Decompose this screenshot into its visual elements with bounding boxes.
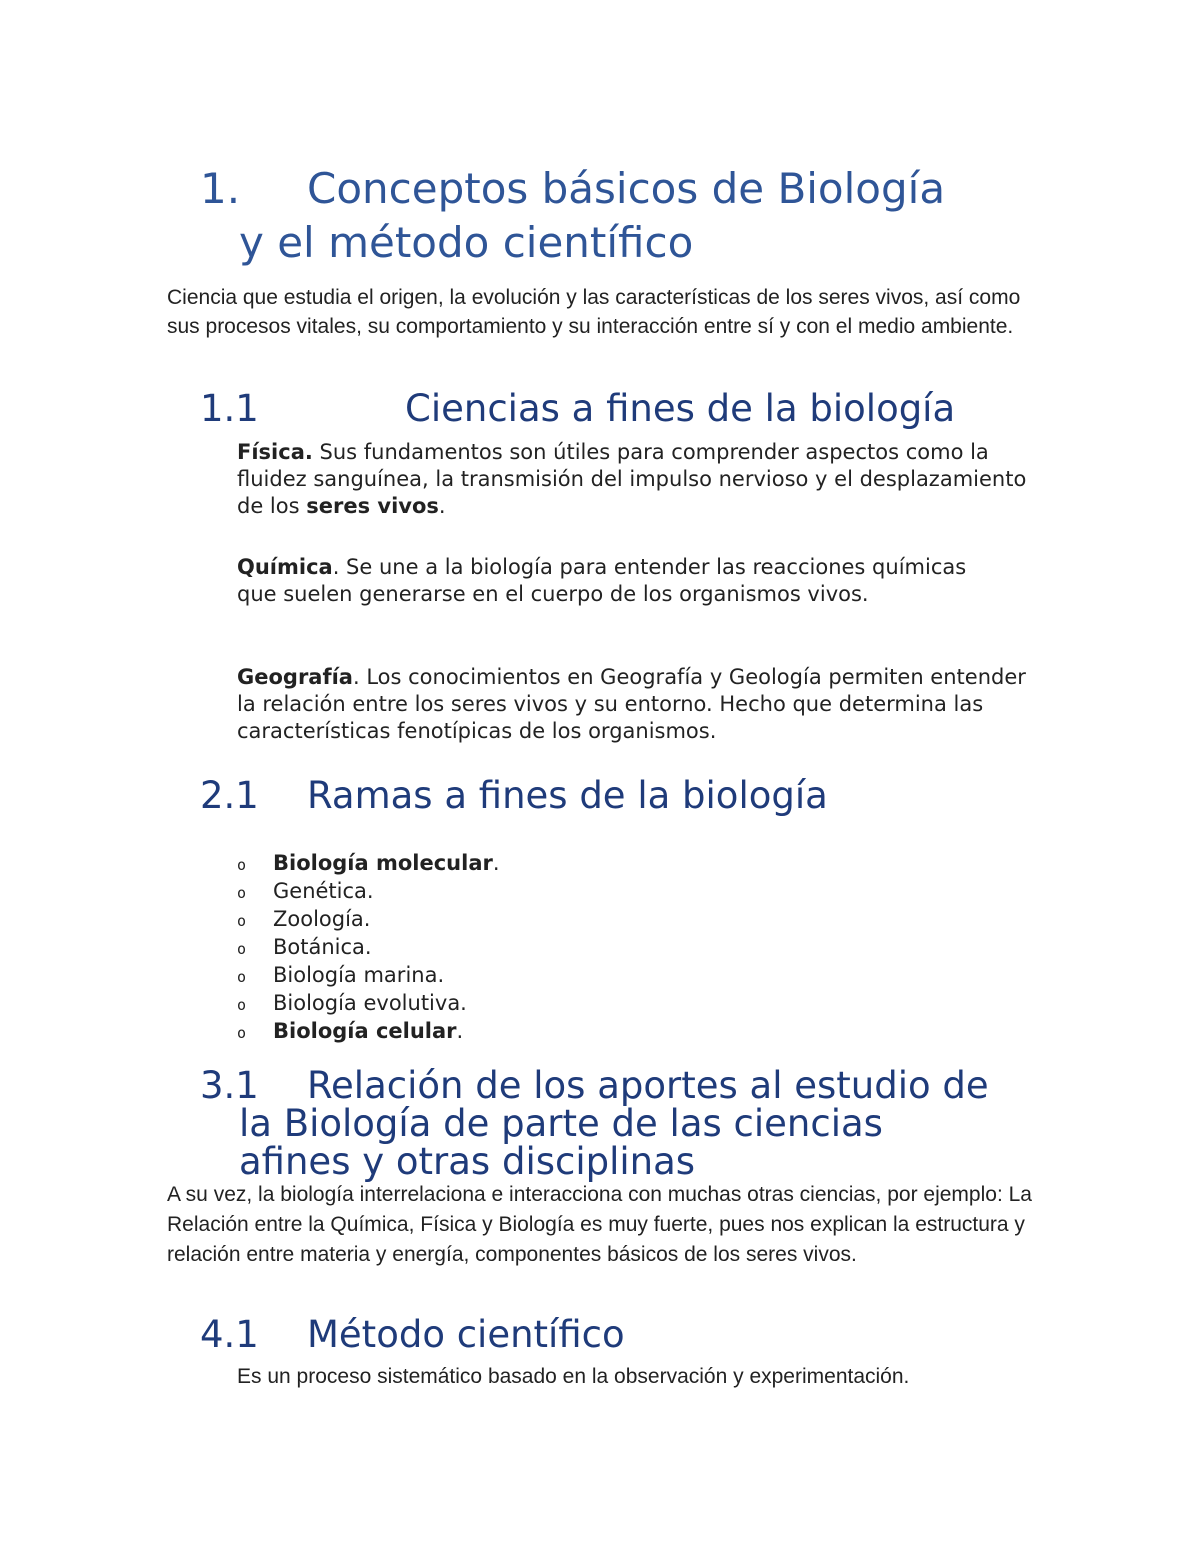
section-3-1-title-line-3: afines y otras disciplinas	[239, 1140, 696, 1183]
section-4-1-title: Método científico	[307, 1313, 625, 1356]
bullet-icon: o	[237, 912, 247, 930]
list-item: o Botánica.	[237, 933, 500, 961]
section-3-1-title-line-1: Relación de los aportes al estudio de	[307, 1064, 989, 1107]
fisica-end: .	[438, 494, 446, 518]
heading-number: 1.	[200, 164, 241, 213]
branches-list	[237, 849, 500, 1045]
bullet-icon: o	[237, 1024, 247, 1042]
geografia-term: Geografía	[237, 665, 353, 689]
fisica-text: Sus fundamentos son útiles para comprender aspectos como la fluidez sanguínea, la transmisión del impulso nervioso y el desplazamiento de los	[237, 440, 1027, 518]
section-1-1-heading	[200, 389, 955, 429]
bullet-icon: o	[237, 940, 247, 958]
section-2-1-heading	[200, 776, 828, 816]
main-heading	[200, 162, 1100, 270]
quimica-paragraph	[237, 554, 997, 608]
geografia-paragraph	[237, 664, 1037, 745]
section-2-1-title: Ramas a fines de la biología	[307, 774, 828, 817]
section-3-1-number: 3.1	[200, 1064, 259, 1107]
intro-paragraph: Ciencia que estudia el origen, la evolución y las características de los seres vivos, así como sus procesos vitales, su comportamiento y su interacción entre sí y con el medio ambiente.	[167, 286, 1021, 338]
bullet-icon: o	[237, 968, 247, 986]
geografia-text: . Los conocimientos en Geografía y Geología permiten entender la relación entre los seres vivos y su entorno. Hecho que determina las características fenotípicas de los organismos.	[237, 665, 1026, 743]
section-3-1-heading	[200, 1064, 989, 1183]
list-item: o Zoología.	[237, 905, 500, 933]
list-item: o Biología celular.	[237, 1017, 500, 1045]
fisica-paragraph	[237, 439, 1057, 520]
list-item: o Biología molecular.	[237, 849, 500, 877]
list-item: o Biología marina.	[237, 961, 500, 989]
bullet-icon: o	[237, 856, 247, 874]
section-1-1-number: 1.1	[200, 387, 259, 430]
section-4-1-number: 4.1	[200, 1313, 259, 1356]
fisica-term: Física.	[237, 440, 313, 464]
section-4-1-heading	[200, 1315, 625, 1355]
section-1-1-title: Ciencias a fines de la biología	[405, 387, 956, 430]
bullet-icon: o	[237, 884, 247, 902]
list-item: o Genética.	[237, 877, 500, 905]
heading-line-1: Conceptos básicos de Biología	[307, 164, 946, 213]
section-3-1-title-line-2: la Biología de parte de las ciencias	[239, 1102, 883, 1145]
bullet-icon: o	[237, 996, 247, 1014]
heading-line-2: y el método científico	[239, 218, 694, 267]
section-4-1-paragraph: Es un proceso sistemático basado en la observación y experimentación.	[237, 1365, 910, 1388]
quimica-text: . Se une a la biología para entender las reacciones químicas que suelen generarse en el cuerpo de los organismos vivos.	[237, 555, 967, 606]
fisica-bold-term: seres vivos	[306, 494, 439, 518]
section-3-1-paragraph: A su vez, la biología interrelaciona e interacciona con muchas otras ciencias, por ejemplo: La Relación entre la Química, Física y Biología es muy fuerte, pues nos explican la estructura y relación entre materia y energía, componentes básicos de los seres vivos.	[167, 1183, 1032, 1266]
section-2-1-number: 2.1	[200, 774, 259, 817]
quimica-term: Química	[237, 555, 333, 579]
list-item: o Biología evolutiva.	[237, 989, 500, 1017]
